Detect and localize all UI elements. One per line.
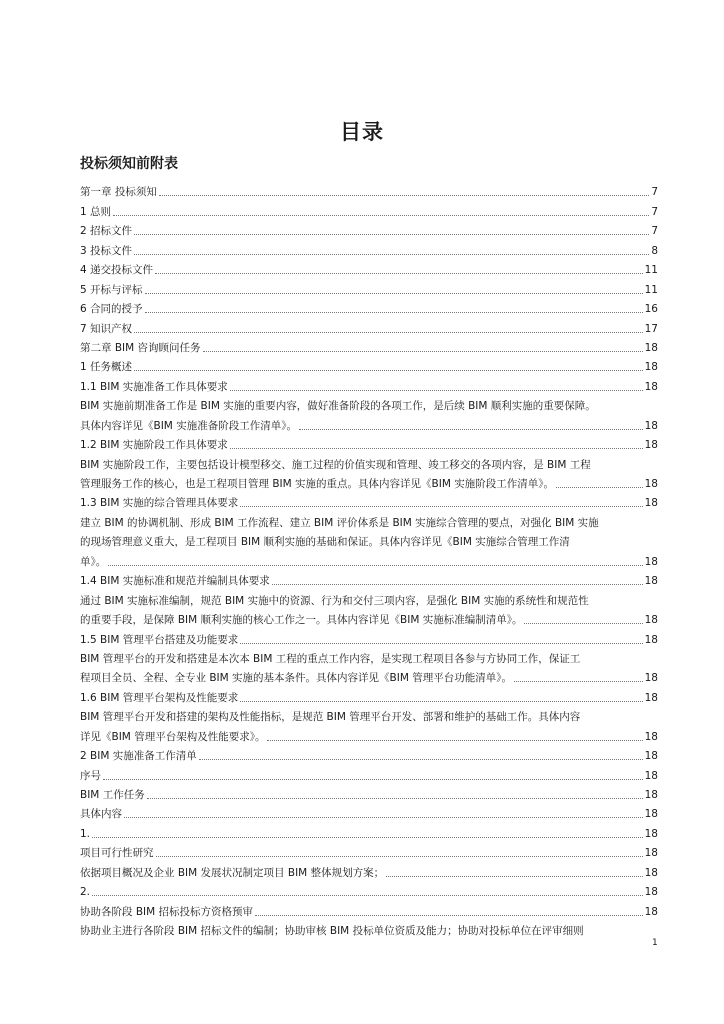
toc-entry[interactable] — [80, 180, 658, 199]
toc-leader-dots — [230, 448, 643, 449]
toc-leader-dots — [255, 915, 643, 916]
toc-leader-dots — [267, 740, 642, 741]
toc-entry-text: 3 投标文件 — [80, 244, 133, 257]
toc-page-number: 18 — [644, 575, 658, 588]
toc-leader-dots — [240, 506, 642, 507]
toc-entry-text: 通过 BIM 实施标准编制，规范 BIM 实施中的资源、行为和交付三项内容，是强化 BIM 实施的系统性和规范性 — [80, 594, 589, 607]
toc-entry-text: 程项目全员、全程、全专业 BIM 实施的基本条件。具体内容详见《BIM 管理平台功能清单》。 — [80, 672, 512, 685]
toc-page-number: 18 — [644, 439, 658, 452]
toc-entry[interactable] — [80, 569, 658, 588]
toc-entry[interactable] — [80, 802, 658, 821]
toc-entry-text: 具体内容详见《BIM 实施准备阶段工作清单》。 — [80, 419, 297, 432]
toc-leader-dots — [113, 215, 649, 216]
toc-leader-dots — [299, 429, 643, 430]
toc-page-number: 16 — [644, 303, 658, 316]
toc-page-number: 18 — [644, 361, 658, 374]
toc-entry-text: 1 总则 — [80, 205, 112, 218]
page-number: 1 — [652, 938, 658, 948]
toc-leader-dots — [103, 779, 643, 780]
toc-leader-dots — [272, 584, 643, 585]
toc-entry[interactable] — [80, 394, 658, 413]
toc-leader-dots — [386, 876, 643, 877]
toc-page-number: 18 — [644, 750, 658, 763]
toc-page-number: 18 — [644, 633, 658, 646]
toc-entry[interactable] — [80, 491, 658, 510]
toc-entry[interactable] — [80, 783, 658, 802]
toc-leader-dots — [134, 370, 643, 371]
toc-page-number: 18 — [644, 614, 658, 627]
toc-leader-dots — [108, 565, 642, 566]
toc-entry-text: 1.6 BIM 管理平台架构及性能要求 — [80, 691, 239, 704]
toc-entry[interactable] — [80, 724, 658, 743]
toc-entry-text: 第一章 投标须知 — [80, 186, 157, 199]
toc-page-number: 18 — [644, 478, 658, 490]
toc-entry[interactable] — [80, 919, 658, 938]
table-of-contents — [80, 180, 658, 938]
toc-entry[interactable] — [80, 219, 658, 238]
toc-entry-text: 单》。 — [80, 555, 107, 568]
toc-entry[interactable] — [80, 841, 658, 860]
page-title: 目录 — [340, 120, 384, 144]
toc-entry[interactable] — [80, 744, 658, 763]
toc-leader-dots — [147, 798, 643, 799]
toc-entry[interactable] — [80, 588, 658, 607]
toc-leader-dots — [524, 623, 642, 624]
toc-leader-dots — [240, 643, 642, 644]
toc-leader-dots — [156, 856, 643, 857]
toc-entry[interactable] — [80, 647, 658, 666]
toc-page-number: 7 — [651, 205, 658, 218]
toc-page-number: 18 — [644, 341, 658, 354]
toc-entry-text: 2. — [80, 886, 91, 899]
toc-page-number: 18 — [644, 847, 658, 860]
toc-leader-dots — [230, 390, 643, 391]
toc-leader-dots — [134, 234, 649, 235]
toc-entry[interactable] — [80, 821, 658, 840]
toc-entry[interactable] — [80, 608, 658, 627]
toc-entry-text: 1.1 BIM 实施准备工作具体要求 — [80, 380, 228, 393]
toc-entry-text: 6 合同的授予 — [80, 303, 143, 316]
toc-page-number: 18 — [644, 555, 658, 568]
toc-entry-text: 2 招标文件 — [80, 225, 133, 238]
toc-entry[interactable] — [80, 433, 658, 452]
toc-page-number: 18 — [644, 419, 658, 432]
toc-entry-text: 第二章 BIM 咨询顾问任务 — [80, 341, 201, 354]
toc-entry-text: 7 知识产权 — [80, 322, 133, 335]
toc-entry-text: BIM 实施前期准备工作是 BIM 实施的重要内容，做好准备阶段的各项工作，是后续 BIM 顺利实施的重要保障。 — [80, 400, 596, 413]
toc-page-number: 18 — [644, 866, 658, 879]
toc-entry-text: 1 任务概述 — [80, 361, 133, 374]
toc-leader-dots — [92, 837, 643, 838]
toc-page-number: 18 — [644, 789, 658, 801]
toc-page-number: 18 — [644, 769, 658, 782]
toc-entry-text: 序号 — [80, 769, 101, 782]
toc-leader-dots — [134, 254, 649, 255]
toc-entry-text: 的现场管理意义重大，是工程项目 BIM 顺利实施的基础和保证。具体内容详见《BIM 实施综合管理工作清 — [80, 536, 570, 549]
toc-leader-dots — [556, 487, 643, 488]
toc-entry[interactable] — [80, 277, 658, 296]
toc-entry[interactable] — [80, 705, 658, 724]
toc-leader-dots — [92, 895, 643, 896]
toc-entry[interactable] — [80, 685, 658, 704]
toc-page-number: 11 — [644, 264, 658, 277]
toc-entry[interactable] — [80, 199, 658, 218]
toc-entry[interactable] — [80, 549, 658, 568]
toc-entry[interactable] — [80, 472, 658, 491]
toc-page-number: 17 — [644, 322, 658, 335]
toc-leader-dots — [203, 351, 643, 352]
toc-entry[interactable] — [80, 763, 658, 782]
toc-entry-text: BIM 实施阶段工作，主要包括设计模型移交、施工过程的价值实现和管理、竣工移交的各项内容，是 BIM 工程 — [80, 458, 591, 471]
toc-leader-dots — [145, 312, 643, 313]
section-heading: 投标须知前附表 — [80, 156, 178, 172]
toc-leader-dots — [199, 759, 643, 760]
toc-entry-text: 的重要手段，是保障 BIM 顺利实施的核心工作之一。具体内容详见《BIM 实施标准编制清单》。 — [80, 614, 523, 627]
toc-entry-text: 具体内容 — [80, 808, 122, 821]
toc-page-number: 7 — [651, 225, 658, 238]
toc-entry[interactable] — [80, 413, 658, 432]
toc-entry-text: 4 递交投标文件 — [80, 264, 154, 277]
toc-entry[interactable] — [80, 316, 658, 335]
toc-entry[interactable] — [80, 880, 658, 899]
toc-entry[interactable] — [80, 860, 658, 879]
toc-entry[interactable] — [80, 627, 658, 646]
toc-entry[interactable] — [80, 452, 658, 471]
toc-entry-text: 建立 BIM 的协调机制、形成 BIM 工作流程、建立 BIM 评价体系是 BIM 实施综合管理的要点，对强化 BIM 实施 — [80, 516, 599, 529]
toc-entry-text: 1.5 BIM 管理平台搭建及功能要求 — [80, 633, 239, 646]
toc-leader-dots — [514, 681, 643, 682]
toc-leader-dots — [159, 195, 649, 196]
toc-entry-text: 1.2 BIM 实施阶段工作具体要求 — [80, 439, 228, 452]
toc-entry-text: 项目可行性研究 — [80, 847, 154, 860]
toc-page-number: 18 — [644, 730, 658, 743]
toc-page-number: 11 — [644, 283, 658, 296]
toc-entry[interactable] — [80, 355, 658, 374]
toc-page-number: 18 — [644, 672, 658, 685]
toc-entry-text: 管理服务工作的核心，也是工程项目管理 BIM 实施的重点。具体内容详见《BIM 实施阶段工作清单》。 — [80, 478, 554, 490]
toc-entry-text: 1.4 BIM 实施标准和规范并编制具体要求 — [80, 575, 270, 588]
toc-page-number: 7 — [651, 186, 658, 199]
toc-page-number: 18 — [644, 827, 658, 840]
toc-entry[interactable] — [80, 336, 658, 355]
toc-leader-dots — [155, 273, 643, 274]
toc-entry-text: BIM 管理平台的开发和搭建是本次本 BIM 工程的重点工作内容，是实现工程项目各参与方协同工作，保证工 — [80, 652, 581, 665]
toc-page-number: 8 — [651, 244, 658, 257]
toc-entry[interactable] — [80, 238, 658, 257]
toc-entry-text: 2 BIM 实施准备工作清单 — [80, 750, 197, 763]
toc-entry-text: 5 开标与评标 — [80, 283, 143, 296]
toc-entry-text: 协助各阶段 BIM 招标投标方资格预审 — [80, 905, 254, 918]
toc-page-number: 18 — [644, 808, 658, 821]
toc-entry-text: BIM 管理平台开发和搭建的架构及性能指标，是规范 BIM 管理平台开发、部署和维护的基础工作。具体内容 — [80, 711, 581, 724]
toc-entry-text: BIM 工作任务 — [80, 789, 145, 801]
toc-entry-text: 依据项目概况及企业 BIM 发展状况制定项目 BIM 整体规划方案； — [80, 866, 385, 879]
toc-entry-text: 1.3 BIM 实施的综合管理具体要求 — [80, 497, 239, 510]
toc-entry-text: 1. — [80, 827, 91, 840]
toc-page-number: 18 — [644, 886, 658, 899]
toc-entry[interactable] — [80, 510, 658, 529]
toc-entry[interactable] — [80, 899, 658, 918]
toc-entry[interactable] — [80, 666, 658, 685]
toc-entry-text: 协助业主进行各阶段 BIM 招标文件的编制；协助审核 BIM 投标单位资质及能力；协助对投标单位在评审细则 — [80, 925, 584, 938]
toc-page-number: 18 — [644, 691, 658, 704]
toc-page-number: 18 — [644, 497, 658, 510]
toc-leader-dots — [124, 817, 643, 818]
toc-leader-dots — [240, 701, 642, 702]
toc-leader-dots — [145, 293, 643, 294]
toc-leader-dots — [134, 332, 643, 333]
toc-entry-text: 详见《BIM 管理平台架构及性能要求》。 — [80, 730, 266, 743]
toc-entry[interactable] — [80, 297, 658, 316]
toc-entry[interactable] — [80, 530, 658, 549]
toc-page-number: 18 — [644, 905, 658, 918]
toc-entry[interactable] — [80, 374, 658, 393]
toc-entry[interactable] — [80, 258, 658, 277]
toc-page-number: 18 — [644, 380, 658, 393]
